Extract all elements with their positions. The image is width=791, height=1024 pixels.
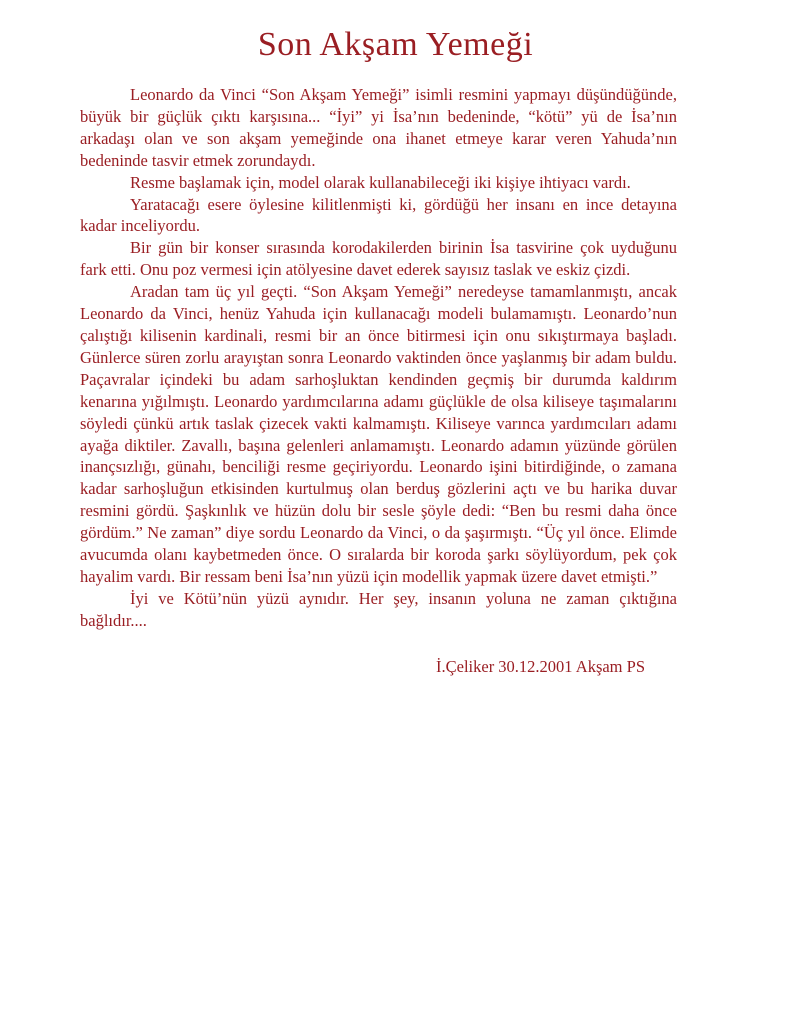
paragraph: Yaratacağı esere öylesine kilitlenmişti ki, gördüğü her insanı en ince detayına kadar inceliyordu. (80, 194, 677, 236)
paragraph: Bir gün bir konser sırasında korodakilerden birinin İsa tasvirine çok uyduğunu fark etti. Onu poz vermesi için atölyesine davet ederek sayısız taslak ve eskiz çizdi. (80, 238, 677, 280)
paragraph: İyi ve Kötü’nün yüzü aynıdır. Her şey, insanın yoluna ne zaman çıktığına bağlıdır.... (80, 588, 677, 630)
document-body (0, 84, 791, 632)
signature-line: İ.Çeliker 30.12.2001 Akşam PS (436, 656, 645, 676)
page-title: Son Akşam Yemeği (257, 26, 534, 63)
paragraph: Leonardo da Vinci “Son Akşam Yemeği” isimli resmini yapmayı düşündüğünde, büyük bir güçlük çıktı karşısına... “İyi” yi İsa’nın bedeninde, “kötü” yü de İsa’nın arkadaşı olan ve son akşam yemeğinde ona ihanet etmeye karar veren Yahuda’nın bedeninde tasvir etmek zorundaydı. (80, 85, 677, 170)
paragraph: Resme başlamak için, model olarak kullanabileceği iki kişiye ihtiyacı vardı. (130, 172, 631, 192)
paragraph: Aradan tam üç yıl geçti. “Son Akşam Yemeği” neredeyse tamamlanmıştı, ancak Leonardo da Vinci, henüz Yahuda için kullanacağı modeli bulamamıştı. Leonardo’nun çalıştığı kilisenin kardinali, resmi bir an önce bitirmesi için onu sıkıştırmaya başladı. Günlerce süren zorlu arayıştan sonra Leonardo vaktinden önce yaşlanmış bir adam buldu. Paçavralar içindeki bu adam sarhoşluktan kendinden geçmiş bir durumda kaldırım kenarına yığılmıştı. Leonardo yardımcılarına adamı güçlükle de olsa kiliseye taşımalarını söyledi çünkü artık taslak çizecek vakti kalmamıştı. Kiliseye varınca yardımcıları adamı ayağa diktiler. Zavallı, başına gelenleri anlamamıştı. Leonardo adamın yüzünde görülen inançsızlığı, günahı, benciliği resme geçiriyordu. Leonardo işini bitirdiğinde, o zamana kadar sarhoşluğun etkisinden kurtulmuş olan berduş gözlerini açtı ve bu harika duvar resmini gördü. Şaşkınlık ve hüzün dolu bir sesle şöyle dedi: “Ben bu resmi daha önce gördüm.” Ne zaman” diye sordu Leonardo da Vinci, o da şaşırmıştı. “Üç yıl önce. Elimde avucumda olanı kaybetmeden önce. O sıralarda bir koroda şarkı söylüyordum, pek çok hayalim vardı. Bir ressam beni İsa’nın yüzü için modellik yapmak üzere davet etmişti.” (80, 282, 677, 586)
